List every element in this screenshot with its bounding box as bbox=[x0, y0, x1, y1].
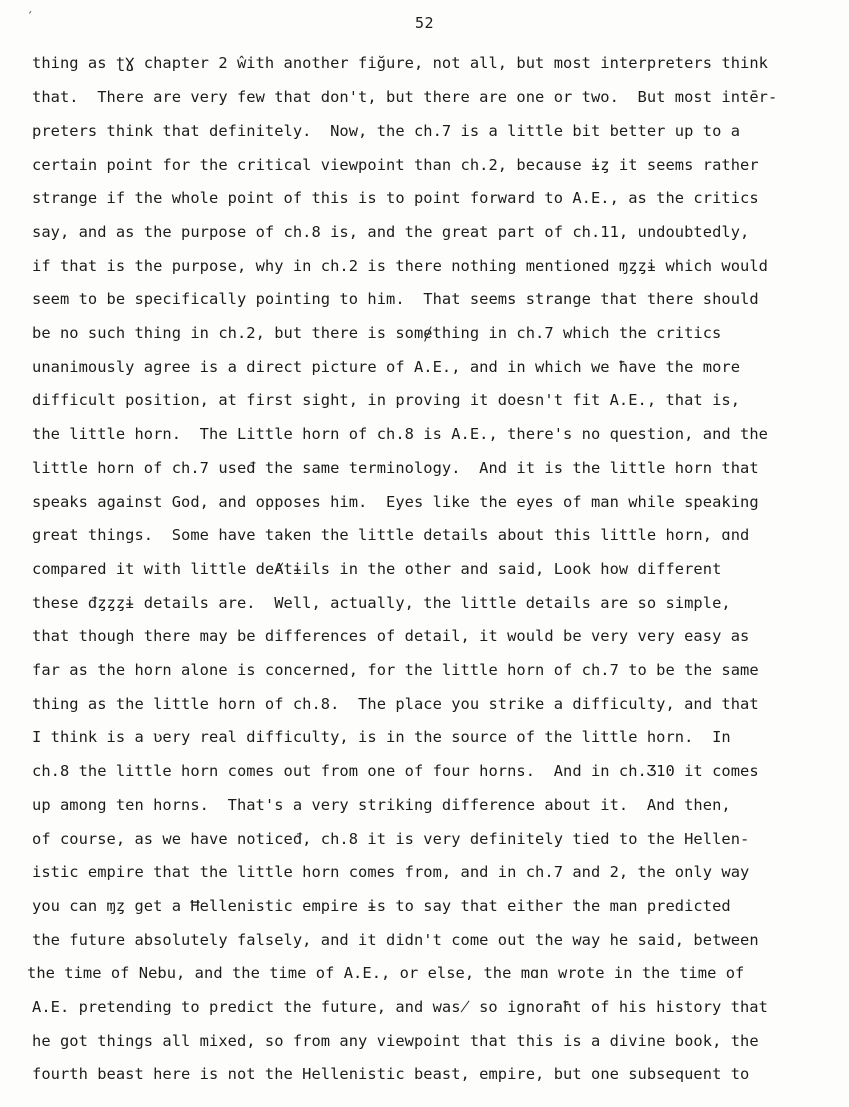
text-line: compared it with little deȺtɨils in the other and said, Look how different bbox=[32, 560, 722, 578]
text-line: ch.8 the little horn comes out from one of four horns. And in ch.Ʒ10 it comes bbox=[32, 762, 759, 780]
corner-mark: ´ bbox=[26, 10, 34, 24]
text-line: the future absolutely falsely, and it didn't come out the way he said, between bbox=[32, 931, 759, 949]
text-line: strange if the whole point of this is to point forward to A.E., as the critics bbox=[32, 189, 759, 207]
text-line: that though there may be differences of detail, it would be very very easy as bbox=[32, 627, 750, 645]
text-line: if that is the purpose, why in ch.2 is there nothing mentioned ɱȥȥɨ which would bbox=[32, 257, 768, 275]
text-line: fourth beast here is not the Hellenistic beast, empire, but one subsequent to bbox=[32, 1065, 750, 1083]
text-line: these đȥȥȥɨ details are. Well, actually, the little details are so simple, bbox=[32, 594, 731, 612]
text-line: the little horn. The Little horn of ch.8 is A.E., there's no question, and the bbox=[32, 425, 768, 443]
text-line: A.E. pretending to predict the future, and was̸ so ignoraħt of his history that bbox=[32, 998, 768, 1016]
text-line: you can ɱȥ get a Ħellenistic empire ɨs to say that either the man predicted bbox=[32, 897, 731, 915]
text-line: that. There are very few that don't, but there are one or two. But most intēr- bbox=[32, 88, 778, 106]
text-line: up among ten horns. That's a very striking difference about it. And then, bbox=[32, 796, 731, 814]
text-line: thing as the little horn of ch.8. The place you strike a difficulty, and that bbox=[32, 695, 759, 713]
text-line: the time of Nebu, and the time of A.E., or else, the mɑn wrote in the time of bbox=[27, 964, 745, 982]
text-line: far as the horn alone is concerned, for the little horn of ch.7 to be the same bbox=[32, 661, 759, 679]
text-line: istic empire that the little horn comes from, and in ch.7 and 2, the only way bbox=[32, 863, 750, 881]
text-line: unanimously agree is a direct picture of A.E., and in which we ħave the more bbox=[32, 358, 741, 376]
text-line: say, and as the purpose of ch.8 is, and the great part of ch.11, undoubtedly, bbox=[32, 223, 750, 241]
text-line: be no such thing in ch.2, but there is somɇthing in ch.7 which the critics bbox=[32, 324, 722, 342]
text-line: certain point for the critical viewpoint than ch.2, because ɨȥ it seems rather bbox=[32, 156, 759, 174]
text-line: I think is a ʋery real difficulty, is in the source of the little horn. In bbox=[32, 728, 731, 746]
text-line: difficult position, at first sight, in proving it doesn't fit A.E., that is, bbox=[32, 391, 741, 409]
text-line: thing as ʈƔ chapter 2 ŵith another fiğure, not all, but most interpreters think bbox=[32, 54, 768, 72]
text-line: preters think that definitely. Now, the ch.7 is a little bit better up to a bbox=[32, 122, 741, 140]
page-number: 52 bbox=[414, 14, 435, 32]
text-line: speaks against God, and opposes him. Eyes like the eyes of man while speaking bbox=[32, 493, 759, 511]
text-line: great things. Some have taken the little details about this little horn, ɑnd bbox=[32, 526, 750, 544]
text-line: of course, as we have noticeđ, ch.8 it is very definitely tied to the Hellen- bbox=[32, 830, 750, 848]
text-line: little horn of ch.7 useđ the same terminology. And it is the little horn that bbox=[32, 459, 759, 477]
text-line: seem to be specifically pointing to him. That seems strange that there should bbox=[32, 290, 759, 308]
text-line: he got things all mixed, so from any viewpoint that this is a divine book, the bbox=[32, 1032, 759, 1050]
